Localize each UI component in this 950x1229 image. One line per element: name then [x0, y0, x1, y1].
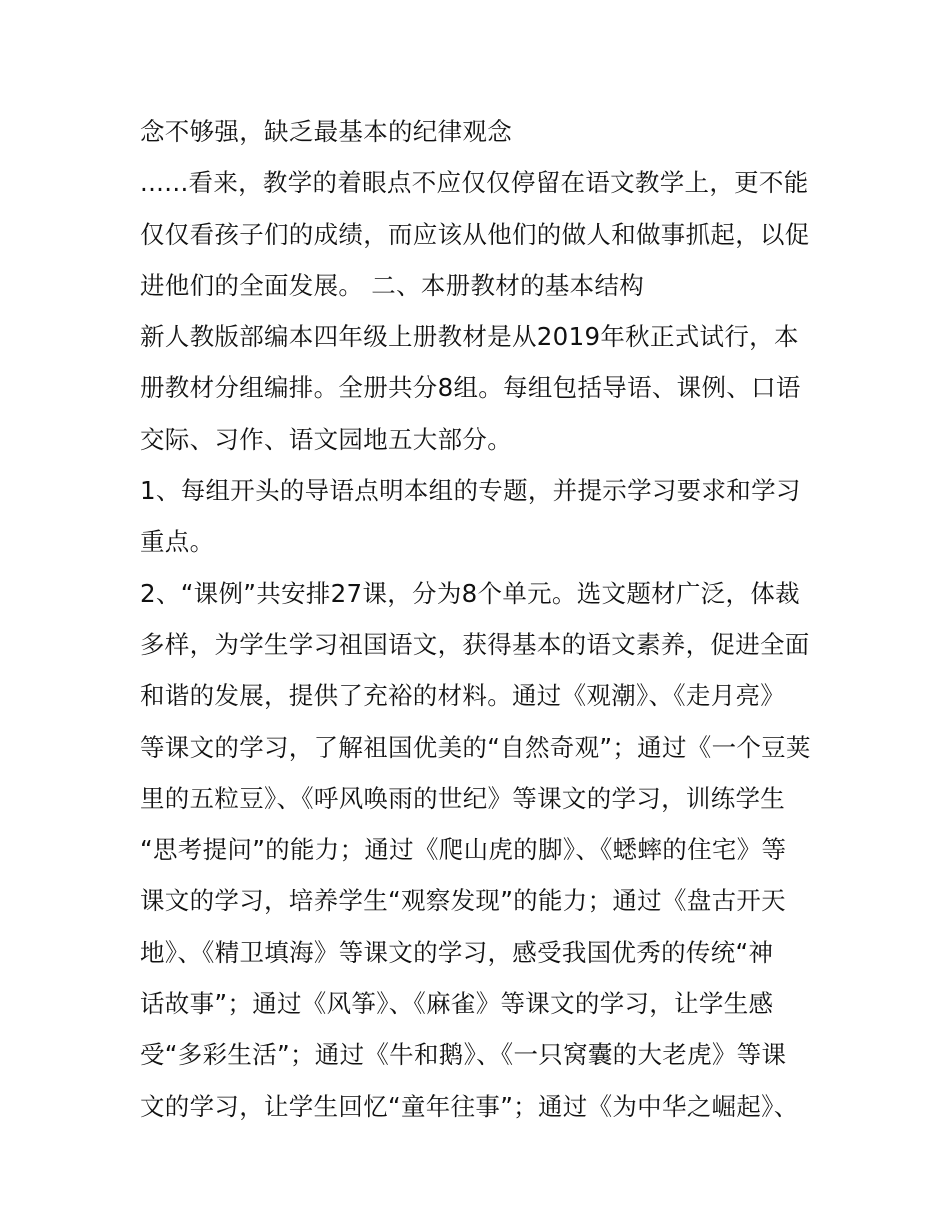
text-line: “思考提问”的能力；通过《爬山虎的脚》、《蟋蟀的住宅》等 — [140, 835, 787, 865]
text-line: 1、每组开头的导语点明本组的专题，并提示学习要求和学习 — [140, 476, 801, 506]
text-line: 话故事”；通过《风筝》、《麻雀》等课文的学习，让学生感 — [140, 989, 774, 1019]
text-line: 仅仅看孩子们的成绩，而应该从他们的做人和做事抓起，以促 — [140, 219, 810, 249]
text-line: 课文的学习，培养学生“观察发现”的能力；通过《盘古开天 — [140, 886, 786, 916]
text-line: 册教材分组编排。全册共分8组。每组包括导语、课例、口语 — [140, 373, 801, 403]
text-line: 里的五粒豆》、《呼风唤雨的世纪》等课文的学习，训练学生 — [140, 783, 786, 813]
text-line: 新人教版部编本四年级上册教材是从2019年秋正式试行，本 — [140, 322, 799, 352]
text-line: 受“多彩生活”；通过《牛和鹅》、《一只窝囊的大老虎》等课 — [140, 1040, 787, 1070]
text-line: 多样，为学生学习祖国语文，获得基本的语文素养，促进全面 — [140, 629, 810, 659]
text-line: 2、“课例”共安排27课，分为8个单元。选文题材广泛，体裁 — [140, 578, 800, 608]
text-line: 等课文的学习，了解祖国优美的“自然奇观”；通过《一个豆荚 — [140, 732, 811, 762]
text-line: 念不够强，缺乏最基本的纪律观念 — [140, 117, 512, 146]
body-text — [140, 106, 820, 1132]
text-line: 重点。 — [140, 527, 215, 557]
text-line: 和谐的发展，提供了充裕的材料。通过《观潮》、《走月亮》 — [140, 681, 786, 711]
text-line: ......看来，教学的着眼点不应仅仅停留在语文教学上，更不能 — [140, 168, 809, 198]
text-line: 交际、习作、语文园地五大部分。 — [140, 424, 512, 454]
text-line: 进他们的全面发展。 二、本册教材的基本结构 — [140, 270, 645, 300]
text-line: 文的学习，让学生回忆“童年往事”；通过《为中华之崛起》、 — [140, 1091, 799, 1121]
text-line: 地》、《精卫填海》等课文的学习，感受我国优秀的传统“神 — [140, 937, 774, 967]
